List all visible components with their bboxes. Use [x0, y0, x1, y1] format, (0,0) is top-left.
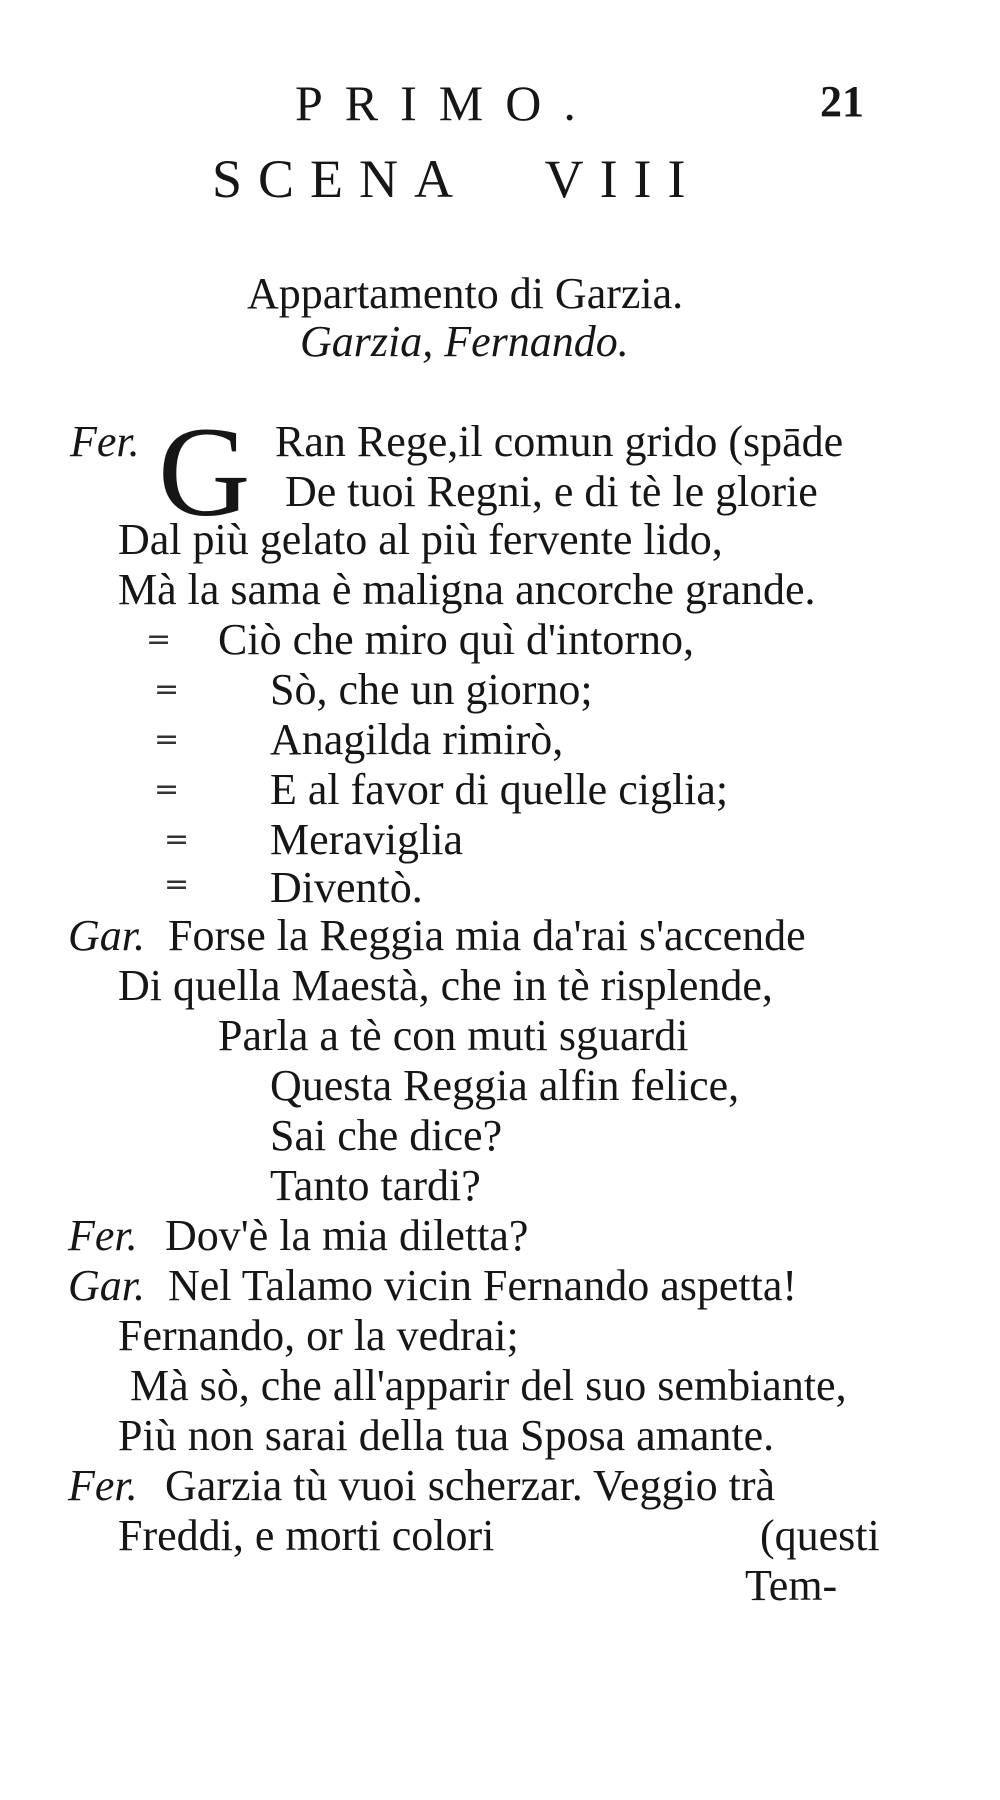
- verse-line: Mà la sama è maligna ancorche grande.: [118, 565, 816, 614]
- speaker-label: Fer.: [68, 1211, 138, 1260]
- verse-line: Meraviglia: [270, 815, 464, 864]
- running-title: PRIMO.: [295, 75, 598, 131]
- margin-mark: =: [164, 822, 190, 857]
- verse-line: Forse la Reggia mia da'rai s'accende: [168, 911, 806, 960]
- verse-line: E al favor di quelle ciglia;: [270, 765, 729, 814]
- margin-mark: =: [146, 622, 172, 657]
- margin-mark: =: [154, 772, 180, 807]
- speaker-label: Fer.: [70, 417, 140, 466]
- speaker-label: Gar.: [68, 1261, 146, 1310]
- verse-line: De tuoi Regni, e di tè le glorie: [285, 467, 818, 516]
- catchword: Tem-: [745, 1561, 838, 1610]
- scene-setting: Appartamento di Garzia.: [247, 269, 684, 318]
- margin-mark: =: [154, 722, 180, 757]
- verse-line: Di quella Maestà, che in tè risplende,: [118, 961, 773, 1010]
- speaker-label: Fer.: [68, 1461, 138, 1510]
- verse-line: (questi: [760, 1511, 880, 1560]
- verse-line: Tanto tardi?: [270, 1161, 481, 1210]
- scene-title: SCENA VIII: [212, 149, 702, 209]
- speaker-label: Gar.: [68, 911, 146, 960]
- verse-line: Diventò.: [270, 863, 423, 912]
- verse-line: Garzia tù vuoi scherzar. Veggio trà: [165, 1461, 776, 1510]
- verse-line: Mà sò, che all'apparir del suo sembiante,: [130, 1361, 847, 1410]
- verse-line: Fernando, or la vedrai;: [118, 1311, 519, 1360]
- verse-line: Sò, che un giorno;: [270, 665, 593, 714]
- verse-line: Dov'è la mia diletta?: [165, 1211, 529, 1260]
- margin-mark: =: [164, 867, 190, 902]
- verse-line: Freddi, e morti colori: [118, 1511, 495, 1560]
- page-number: 21: [820, 77, 864, 126]
- verse-line: Ciò che miro quì d'intorno,: [218, 615, 694, 664]
- drop-cap: G: [158, 401, 251, 543]
- verse-line: Parla a tè con muti sguardi: [218, 1011, 689, 1060]
- verse-line: Anagilda rimirò,: [270, 715, 564, 764]
- verse-line: Ran Rege,il comun grido (spāde: [275, 417, 844, 466]
- scene-persons: Garzia, Fernando.: [300, 317, 629, 366]
- verse-line: Questa Reggia alfin felice,: [270, 1061, 740, 1110]
- margin-mark: =: [154, 672, 180, 707]
- verse-line: Nel Talamo vicin Fernando aspetta!: [168, 1261, 798, 1310]
- verse-line: Sai che dice?: [270, 1111, 503, 1160]
- verse-line: Dal più gelato al più fervente lido,: [118, 515, 723, 564]
- verse-line: Più non sarai della tua Sposa amante.: [118, 1411, 775, 1460]
